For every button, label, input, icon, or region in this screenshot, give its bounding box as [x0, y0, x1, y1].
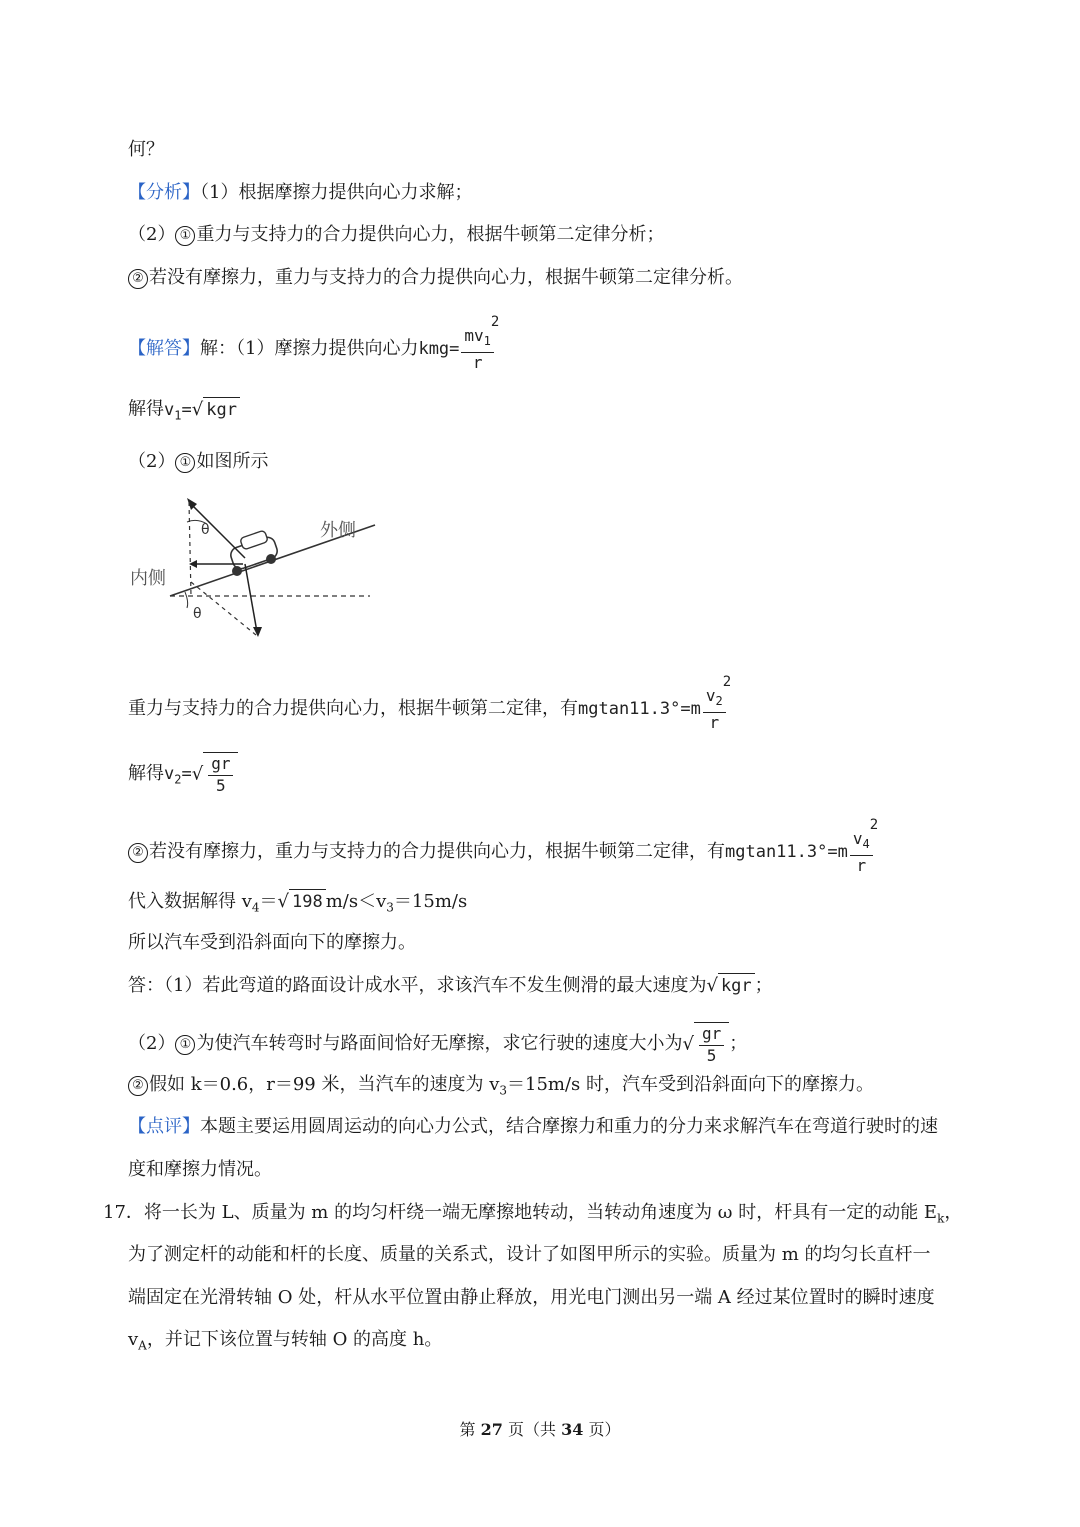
answer-line-1: 答：（1）若此弯道的路面设计成水平，求该汽车不发生侧滑的最大速度为√ kgr ；	[128, 975, 773, 996]
label-outer: 外侧	[320, 520, 356, 541]
analysis-line-3: ② 若没有摩擦力，重力与支持力的合力提供向心力，根据牛顿第二定律分析。	[128, 266, 743, 290]
sqrt-kgr: √ kgr	[192, 397, 240, 422]
substitution-line: 代入数据解得 $v_4=√$ 198 $m/s<v_3=15m/s$	[128, 891, 468, 915]
page-footer: 第 27 页（共 34 页）	[459, 1420, 621, 1439]
car-icon	[229, 530, 280, 576]
solve-v1: 解得$v_1=√$ kgr	[128, 397, 240, 427]
nofriction-equation-line: ② 若没有摩擦力，重力与支持力的合力提供向心力，根据牛顿第二定律，有mgtan11.3°=m v 2 $_4$ r	[128, 828, 875, 876]
analysis-line-1: 【分析】（1）根据摩擦力提供向心力求解；	[128, 182, 473, 203]
current-page: 27	[480, 1420, 503, 1439]
solve-v2: 解得$v_2=√$ $\frac{gr}{5}$	[128, 752, 238, 796]
question-17-line-3: 端固定在光滑转轴 O 处，杆从水平位置由静止释放，用光电门测出另一端 A 经过某位置时的瞬时速度	[128, 1287, 935, 1308]
total-pages: 34	[561, 1420, 584, 1439]
solution-tag: 【解答】	[128, 338, 200, 360]
gravity-arrow	[245, 564, 257, 632]
comment-tag: 【点评】	[128, 1116, 200, 1137]
banked-curve-diagram	[125, 492, 385, 642]
circled-two: ②	[128, 269, 148, 289]
label-inner: 内侧	[130, 568, 166, 589]
answer-line-2: （2） ① 为使汽车转弯时与路面间恰好无摩擦，求它行驶的速度大小为√ $\frac{gr}{5}$ ；	[128, 1024, 748, 1065]
label-theta-top: θ	[201, 522, 210, 538]
comment-line-2: 度和摩擦力情况。	[128, 1159, 272, 1180]
circled-one: ①	[175, 226, 195, 246]
analysis-line-2: （2） ① 重力与支持力的合力提供向心力，根据牛顿第二定律分析；	[128, 224, 665, 245]
gravity-equation-line: 重力与支持力的合力提供向心力，根据牛顿第二定律，有mgtan11.3°=m v 2 $_2$ r	[128, 674, 732, 733]
analysis-tag: 【分析】	[128, 182, 200, 203]
fraction-mv1: mv 2 $_1$ r	[461, 325, 494, 373]
normal-force-arrow	[189, 502, 245, 558]
answer-line-3: ② 假如 k＝0.6，r＝99 米，当汽车的速度为 $v_3=15m/s$ 时，汽车受到沿斜面向下的摩擦力。	[128, 1073, 874, 1103]
question-17-line-2: 为了测定杆的动能和杆的长度、质量的关系式，设计了如图甲所示的实验。质量为 m 的均匀长直杆一	[128, 1244, 931, 1265]
conclusion-line: 所以汽车受到沿斜面向下的摩擦力。	[128, 932, 416, 953]
question-17-line-1: 17．将一长为 L、质量为 m 的均匀杆绕一端无摩擦地转动，当转动角速度为 ω 时，杆具有一定的动能 $E_k$，	[103, 1202, 963, 1226]
solution-line-1: 【解答】解：（1）摩擦力提供向心力kmg= mv 2 $_1$ r	[128, 314, 500, 373]
sqrt-gr-over-5: √ $\frac{gr}{5}$	[192, 752, 239, 796]
question-17-line-4: $v_A$，并记下该位置与转轴 O 的高度 h。	[128, 1329, 443, 1353]
comment-line-1: 【点评】本题主要运用圆周运动的向心力公式，结合摩擦力和重力的分力来求解汽车在弯道行驶时的速	[128, 1116, 938, 1137]
part2-line: （2） ① 如图所示	[128, 451, 269, 472]
label-theta-bottom: θ	[193, 606, 202, 622]
text-line-continuation: 何？	[128, 139, 164, 160]
